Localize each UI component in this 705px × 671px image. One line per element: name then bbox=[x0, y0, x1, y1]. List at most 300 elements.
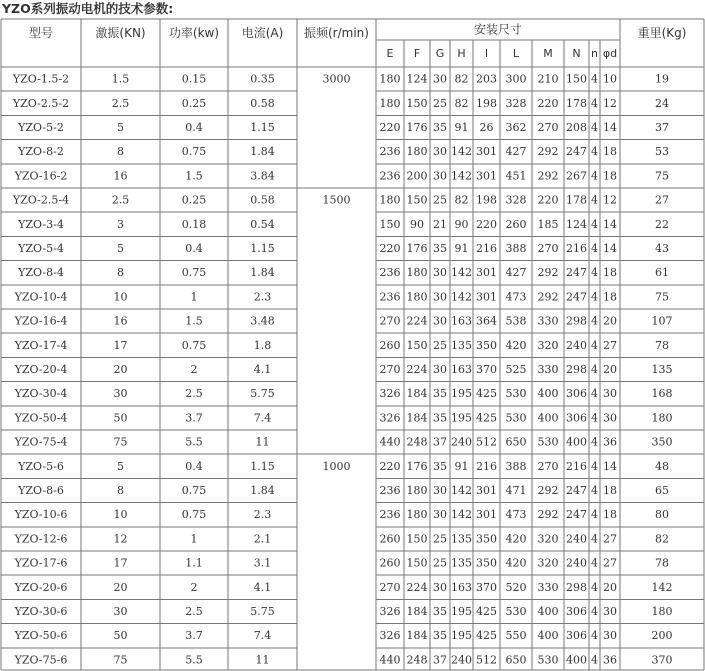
table-cell: 18 bbox=[603, 484, 617, 497]
table-cell: 0.75 bbox=[181, 145, 207, 159]
table-cell: 176 bbox=[406, 121, 428, 134]
row-model: YZO-75-4 bbox=[14, 435, 68, 449]
table-cell: 14 bbox=[603, 242, 617, 255]
table-cell: 326 bbox=[379, 411, 401, 425]
table-cell: 248 bbox=[406, 653, 428, 667]
table-cell: 4 bbox=[591, 580, 598, 594]
table-cell: 27 bbox=[655, 193, 669, 207]
row-model: YZO-1.5-2 bbox=[12, 72, 70, 86]
table-cell: 142 bbox=[451, 484, 472, 497]
table-cell: 208 bbox=[566, 121, 587, 134]
table-cell: 30 bbox=[433, 266, 447, 280]
table-cell: 400 bbox=[537, 411, 559, 425]
table-cell: 520 bbox=[505, 580, 527, 594]
table-cell: 180 bbox=[406, 266, 428, 280]
row-model: YZO-75-6 bbox=[14, 653, 68, 667]
table-cell: 4 bbox=[591, 435, 598, 449]
table-cell: 0.18 bbox=[181, 217, 207, 231]
table-cell: 240 bbox=[451, 653, 472, 667]
row-model: YZO-8-2 bbox=[18, 145, 64, 159]
table-cell: 4 bbox=[591, 484, 598, 497]
table-cell: 203 bbox=[476, 72, 497, 86]
table-cell: 216 bbox=[476, 242, 497, 255]
table-cell: 0.75 bbox=[181, 266, 207, 280]
table-cell: 4 bbox=[591, 72, 598, 86]
frequency-group-1: 1500 bbox=[322, 193, 351, 207]
table-cell: 292 bbox=[537, 266, 559, 280]
table-cell: 260 bbox=[505, 217, 527, 231]
table-cell: 4 bbox=[591, 169, 598, 183]
table-cell: 178 bbox=[566, 193, 587, 207]
table-cell: 163 bbox=[451, 580, 472, 594]
table-cell: 292 bbox=[537, 290, 559, 304]
table-cell: 91 bbox=[454, 242, 469, 255]
header-mounting-dimensions: 安装尺寸 bbox=[473, 22, 523, 37]
table-cell: 530 bbox=[505, 387, 527, 401]
table-cell: 0.75 bbox=[181, 338, 207, 352]
table-cell: 50 bbox=[113, 411, 128, 425]
table-cell: 200 bbox=[651, 629, 673, 643]
table-cell: 30 bbox=[433, 314, 447, 328]
table-cell: 1.5 bbox=[185, 169, 203, 183]
table-cell: 0.35 bbox=[250, 72, 275, 86]
table-cell: 2.5 bbox=[111, 193, 130, 207]
table-cell: 30 bbox=[603, 387, 617, 401]
table-cell: 27 bbox=[603, 338, 617, 352]
table-cell: 0.25 bbox=[181, 193, 207, 207]
table-cell: 4 bbox=[591, 290, 598, 304]
table-cell: 301 bbox=[476, 484, 497, 497]
table-cell: 10 bbox=[113, 508, 128, 522]
table-cell: 4 bbox=[591, 242, 598, 255]
table-cell: 427 bbox=[505, 145, 527, 159]
table-cell: 150 bbox=[566, 72, 587, 86]
table-cell: 2.5 bbox=[185, 605, 203, 618]
table-cell: 260 bbox=[379, 338, 401, 352]
table-cell: 4 bbox=[591, 653, 598, 667]
row-model: YZO-30-4 bbox=[14, 387, 68, 401]
table-cell: 20 bbox=[603, 314, 617, 328]
table-cell: 18 bbox=[603, 169, 617, 183]
table-cell: 8 bbox=[117, 266, 124, 280]
table-cell: 350 bbox=[651, 435, 673, 449]
table-cell: 326 bbox=[379, 605, 401, 618]
table-cell: 163 bbox=[451, 363, 472, 376]
table-cell: 4 bbox=[591, 96, 598, 110]
table-cell: 440 bbox=[379, 435, 401, 449]
table-cell: 400 bbox=[537, 605, 559, 618]
table-cell: 163 bbox=[451, 314, 472, 328]
row-model: YZO-30-6 bbox=[14, 605, 68, 618]
table-cell: 142 bbox=[451, 145, 472, 159]
table-cell: 0.4 bbox=[185, 459, 203, 473]
table-cell: 30 bbox=[433, 484, 447, 497]
table-cell: 7.4 bbox=[253, 411, 272, 425]
table-cell: 150 bbox=[379, 217, 401, 231]
table-cell: 180 bbox=[379, 193, 401, 207]
table-cell: 150 bbox=[406, 532, 428, 546]
row-model: YZO-20-6 bbox=[14, 580, 68, 594]
table-cell: 5.75 bbox=[250, 605, 275, 618]
table-cell: 370 bbox=[651, 653, 673, 667]
table-cell: 22 bbox=[655, 217, 669, 231]
table-cell: 388 bbox=[505, 459, 527, 473]
table-cell: 292 bbox=[537, 169, 559, 183]
header-dim-8: n bbox=[591, 47, 598, 60]
table-cell: 184 bbox=[406, 605, 428, 618]
table-cell: 2.5 bbox=[111, 96, 130, 110]
table-cell: 1.84 bbox=[250, 145, 275, 159]
table-cell: 78 bbox=[655, 338, 669, 352]
table-cell: 420 bbox=[505, 532, 527, 546]
table-cell: 80 bbox=[655, 508, 669, 522]
table-cell: 16 bbox=[113, 169, 128, 183]
table-cell: 135 bbox=[651, 363, 673, 376]
table-cell: 306 bbox=[566, 387, 587, 401]
table-cell: 30 bbox=[433, 72, 447, 86]
table-cell: 135 bbox=[451, 532, 472, 546]
table-cell: 25 bbox=[433, 338, 447, 352]
table-cell: 350 bbox=[476, 556, 497, 570]
table-cell: 210 bbox=[537, 72, 559, 86]
table-cell: 18 bbox=[603, 145, 617, 159]
table-cell: 142 bbox=[451, 508, 472, 522]
row-model: YZO-50-4 bbox=[14, 411, 68, 425]
table-cell: 11 bbox=[255, 653, 270, 667]
table-cell: 301 bbox=[476, 266, 497, 280]
table-cell: 270 bbox=[379, 363, 401, 376]
table-cell: 330 bbox=[537, 580, 559, 594]
table-cell: 525 bbox=[505, 363, 527, 376]
table-cell: 4 bbox=[591, 629, 598, 643]
table-cell: 0.58 bbox=[250, 96, 275, 110]
table-cell: 18 bbox=[603, 290, 617, 304]
table-cell: 24 bbox=[655, 96, 669, 110]
table-cell: 306 bbox=[566, 605, 587, 618]
table-cell: 184 bbox=[406, 387, 428, 401]
table-cell: 30 bbox=[113, 387, 128, 401]
table-cell: 90 bbox=[410, 217, 424, 231]
table-cell: 330 bbox=[537, 363, 559, 376]
table-cell: 240 bbox=[566, 532, 587, 546]
table-cell: 1.15 bbox=[250, 459, 275, 473]
table-cell: 425 bbox=[476, 629, 497, 643]
table-cell: 236 bbox=[379, 266, 401, 280]
table-cell: 78 bbox=[655, 556, 669, 570]
table-cell: 180 bbox=[379, 96, 401, 110]
table-cell: 142 bbox=[451, 290, 472, 304]
table-cell: 142 bbox=[451, 169, 472, 183]
table-cell: 216 bbox=[566, 459, 587, 473]
table-cell: 292 bbox=[537, 145, 559, 159]
header-current: 电流(A) bbox=[241, 26, 284, 40]
table-cell: 30 bbox=[433, 363, 447, 376]
header-dim-6: M bbox=[543, 47, 553, 60]
row-model: YZO-2.5-2 bbox=[12, 96, 70, 110]
table-cell: 473 bbox=[505, 508, 527, 522]
row-model: YZO-16-2 bbox=[14, 169, 68, 183]
table-cell: 50 bbox=[113, 629, 128, 643]
table-cell: 14 bbox=[603, 217, 617, 231]
table-cell: 142 bbox=[451, 266, 472, 280]
table-cell: 75 bbox=[113, 435, 128, 449]
table-cell: 0.25 bbox=[181, 96, 207, 110]
table-cell: 0.75 bbox=[181, 508, 207, 522]
table-cell: 440 bbox=[379, 653, 401, 667]
table-cell: 1.5 bbox=[111, 72, 130, 86]
table-cell: 20 bbox=[113, 580, 128, 594]
table-cell: 135 bbox=[451, 556, 472, 570]
table-cell: 1.5 bbox=[185, 314, 203, 328]
table-cell: 247 bbox=[566, 266, 587, 280]
table-cell: 75 bbox=[113, 653, 128, 667]
table-cell: 236 bbox=[379, 484, 401, 497]
table-cell: 3 bbox=[117, 217, 124, 231]
table-cell: 12 bbox=[603, 193, 617, 207]
table-cell: 326 bbox=[379, 629, 401, 643]
table-cell: 330 bbox=[537, 314, 559, 328]
table-cell: 388 bbox=[505, 242, 527, 255]
table-cell: 320 bbox=[537, 556, 559, 570]
table-cell: 530 bbox=[505, 411, 527, 425]
table-cell: 220 bbox=[379, 121, 401, 134]
table-cell: 364 bbox=[476, 314, 497, 328]
table-cell: 168 bbox=[651, 387, 673, 401]
table-cell: 65 bbox=[655, 484, 669, 497]
table-cell: 5 bbox=[117, 242, 124, 255]
table-cell: 35 bbox=[433, 605, 447, 618]
table-cell: 3.7 bbox=[185, 411, 203, 425]
table-cell: 185 bbox=[537, 217, 559, 231]
table-cell: 400 bbox=[566, 653, 587, 667]
table-cell: 30 bbox=[433, 145, 447, 159]
table-cell: 300 bbox=[505, 72, 527, 86]
table-cell: 8 bbox=[117, 484, 124, 497]
table-cell: 3.48 bbox=[250, 314, 275, 328]
table-cell: 247 bbox=[566, 484, 587, 497]
table-cell: 200 bbox=[406, 169, 428, 183]
table-cell: 27 bbox=[603, 532, 617, 546]
table-cell: 4.1 bbox=[253, 580, 272, 594]
table-cell: 236 bbox=[379, 169, 401, 183]
table-cell: 184 bbox=[406, 411, 428, 425]
row-model: YZO-12-6 bbox=[14, 532, 68, 546]
table-cell: 370 bbox=[476, 580, 497, 594]
table-cell: 328 bbox=[505, 193, 527, 207]
table-cell: 36 bbox=[603, 435, 617, 449]
table-cell: 550 bbox=[505, 629, 527, 643]
table-cell: 30 bbox=[433, 580, 447, 594]
table-cell: 473 bbox=[505, 290, 527, 304]
table-cell: 195 bbox=[451, 411, 472, 425]
table-cell: 30 bbox=[433, 169, 447, 183]
table-cell: 12 bbox=[603, 96, 617, 110]
table-cell: 4.1 bbox=[253, 363, 272, 376]
table-cell: 180 bbox=[406, 508, 428, 522]
row-model: YZO-5-4 bbox=[18, 242, 64, 255]
table-cell: 195 bbox=[451, 605, 472, 618]
table-cell: 10 bbox=[113, 290, 128, 304]
table-cell: 4 bbox=[591, 338, 598, 352]
table-cell: 35 bbox=[433, 411, 447, 425]
table-cell: 178 bbox=[566, 96, 587, 110]
table-cell: 0.4 bbox=[185, 242, 203, 255]
table-cell: 451 bbox=[505, 169, 527, 183]
table-cell: 1.15 bbox=[250, 242, 275, 255]
table-cell: 0.58 bbox=[250, 193, 275, 207]
table-cell: 248 bbox=[406, 435, 428, 449]
table-cell: 82 bbox=[454, 72, 469, 86]
table-cell: 90 bbox=[454, 217, 469, 231]
row-model: YZO-5-2 bbox=[18, 121, 64, 134]
table-cell: 292 bbox=[537, 508, 559, 522]
table-cell: 2.3 bbox=[253, 508, 272, 522]
row-model: YZO-50-6 bbox=[14, 629, 68, 643]
table-cell: 5 bbox=[117, 121, 124, 134]
table-cell: 37 bbox=[655, 121, 669, 134]
table-cell: 27 bbox=[603, 556, 617, 570]
table-cell: 247 bbox=[566, 145, 587, 159]
table-cell: 16 bbox=[113, 314, 128, 328]
table-title: YZO系列振动电机的技术参数: bbox=[2, 1, 174, 16]
table-cell: 420 bbox=[505, 556, 527, 570]
table-cell: 2 bbox=[190, 580, 198, 594]
table-cell: 270 bbox=[379, 580, 401, 594]
table-cell: 400 bbox=[537, 387, 559, 401]
table-cell: 30 bbox=[433, 508, 447, 522]
header-frequency: 振频(r/min) bbox=[304, 26, 369, 40]
table-cell: 512 bbox=[476, 653, 497, 667]
row-model: YZO-5-6 bbox=[18, 459, 64, 473]
table-cell: 320 bbox=[537, 532, 559, 546]
table-cell: 4 bbox=[591, 363, 598, 376]
table-cell: 8 bbox=[117, 145, 124, 159]
table-cell: 180 bbox=[406, 484, 428, 497]
table-cell: 236 bbox=[379, 290, 401, 304]
row-model: YZO-8-4 bbox=[18, 266, 64, 280]
table-cell: 82 bbox=[454, 193, 469, 207]
table-cell: 124 bbox=[566, 217, 587, 231]
table-cell: 20 bbox=[603, 580, 617, 594]
table-cell: 301 bbox=[476, 145, 497, 159]
table-cell: 1 bbox=[190, 290, 198, 304]
table-cell: 18 bbox=[603, 508, 617, 522]
table-cell: 20 bbox=[113, 363, 128, 376]
table-cell: 306 bbox=[566, 629, 587, 643]
table-cell: 35 bbox=[433, 629, 447, 643]
table-cell: 350 bbox=[476, 532, 497, 546]
table-cell: 43 bbox=[655, 242, 669, 255]
table-cell: 298 bbox=[566, 314, 587, 328]
row-model: YZO-2.5-4 bbox=[12, 193, 70, 207]
table-cell: 150 bbox=[406, 193, 428, 207]
table-cell: 224 bbox=[406, 580, 428, 594]
table-cell: 14 bbox=[603, 121, 617, 134]
table-cell: 270 bbox=[537, 459, 559, 473]
table-cell: 240 bbox=[566, 338, 587, 352]
row-model: YZO-10-4 bbox=[14, 290, 68, 304]
table-cell: 260 bbox=[379, 556, 401, 570]
table-cell: 650 bbox=[505, 435, 527, 449]
table-cell: 4 bbox=[591, 556, 598, 570]
table-cell: 53 bbox=[655, 145, 669, 159]
table-cell: 4 bbox=[591, 411, 598, 425]
header-dim-1: F bbox=[413, 47, 421, 60]
table-cell: 292 bbox=[537, 484, 559, 497]
header-dim-7: N bbox=[572, 47, 581, 60]
table-cell: 538 bbox=[505, 314, 527, 328]
table-cell: 124 bbox=[406, 72, 428, 86]
table-cell: 326 bbox=[379, 387, 401, 401]
table-cell: 75 bbox=[655, 169, 669, 183]
table-cell: 3.84 bbox=[250, 169, 275, 183]
table-cell: 91 bbox=[454, 459, 469, 473]
header-dim-9: φd bbox=[602, 47, 618, 60]
table-cell: 4 bbox=[591, 266, 598, 280]
header-dim-0: E bbox=[386, 47, 394, 60]
table-cell: 35 bbox=[433, 459, 447, 473]
table-cell: 1.84 bbox=[250, 484, 275, 497]
header-weight: 重里(Kg) bbox=[637, 26, 687, 40]
table-cell: 198 bbox=[476, 193, 497, 207]
table-cell: 4 bbox=[591, 387, 598, 401]
table-cell: 301 bbox=[476, 290, 497, 304]
table-cell: 216 bbox=[566, 242, 587, 255]
table-cell: 4 bbox=[591, 121, 598, 134]
table-cell: 36 bbox=[603, 653, 617, 667]
table-cell: 247 bbox=[566, 508, 587, 522]
table-cell: 5 bbox=[117, 459, 124, 473]
table-cell: 142 bbox=[651, 580, 673, 594]
table-cell: 82 bbox=[454, 96, 469, 110]
table-cell: 26 bbox=[479, 121, 494, 134]
table-cell: 5.5 bbox=[185, 435, 203, 449]
table-cell: 216 bbox=[476, 459, 497, 473]
table-cell: 4 bbox=[591, 217, 598, 231]
table-cell: 30 bbox=[433, 290, 447, 304]
table-cell: 25 bbox=[433, 193, 447, 207]
row-model: YZO-17-4 bbox=[14, 338, 68, 352]
table-cell: 400 bbox=[566, 435, 587, 449]
table-cell: 224 bbox=[406, 314, 428, 328]
table-cell: 180 bbox=[651, 411, 673, 425]
table-cell: 0.75 bbox=[181, 484, 207, 497]
table-cell: 530 bbox=[537, 435, 559, 449]
table-cell: 30 bbox=[603, 605, 617, 618]
table-cell: 10 bbox=[603, 72, 617, 86]
table-cell: 2.5 bbox=[185, 387, 203, 401]
header-dim-2: G bbox=[435, 47, 445, 60]
header-dim-5: L bbox=[512, 47, 520, 60]
table-cell: 270 bbox=[537, 242, 559, 255]
table-cell: 12 bbox=[113, 532, 128, 546]
table-cell: 306 bbox=[566, 411, 587, 425]
table-cell: 260 bbox=[379, 532, 401, 546]
table-cell: 3.1 bbox=[253, 556, 272, 570]
table-cell: 180 bbox=[651, 605, 673, 618]
table-cell: 350 bbox=[476, 338, 497, 352]
table-cell: 48 bbox=[655, 459, 669, 473]
row-model: YZO-20-4 bbox=[14, 363, 68, 376]
table-cell: 1 bbox=[190, 532, 198, 546]
table-cell: 107 bbox=[651, 314, 673, 328]
table-cell: 37 bbox=[433, 435, 447, 449]
table-cell: 224 bbox=[406, 363, 428, 376]
table-cell: 240 bbox=[566, 556, 587, 570]
table-cell: 180 bbox=[406, 145, 428, 159]
table-cell: 2.3 bbox=[253, 290, 272, 304]
table-cell: 2 bbox=[190, 363, 198, 376]
